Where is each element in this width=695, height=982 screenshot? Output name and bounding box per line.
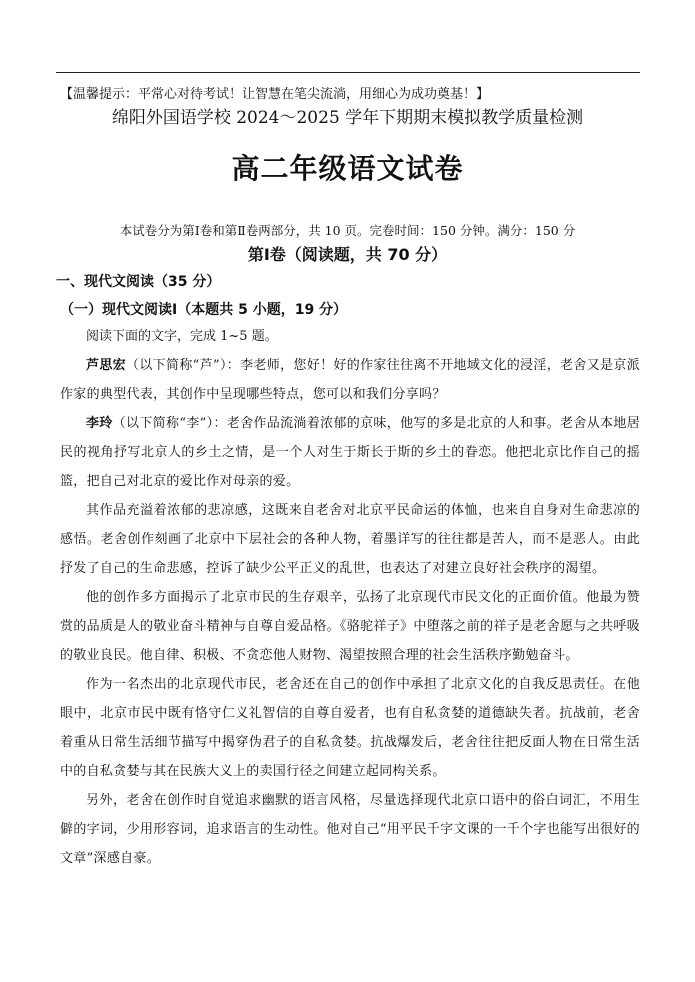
- paragraph: [60, 351, 640, 409]
- paragraph: [60, 583, 640, 670]
- speaker-name: 芦思宏: [86, 358, 126, 373]
- paragraph: [60, 409, 640, 496]
- paragraph-text: （以下简称“芦”）：李老师，您好！好的作家往往离不开地域文化的浸淫，老舍又是京派作家的典型代表，其创作中呈现哪些特点，您可以和我们分享吗？: [60, 358, 640, 402]
- paragraph-text: 作为一名杰出的北京现代市民，老舍还在自己的创作中承担了北京文化的自我反思责任。在他眼中，北京市民中既有恪守仁义礼智信的自尊自爱者，也有自私贪婪的道德缺失者。抗战前，老舍着重从日常生活细节描写中揭穿伪君子的自私贪婪。抗战爆发后，老舍往往把反面人物在日常生活中的自私贪婪与其在民族大义上的卖国行径之间建立起同构关系。: [60, 677, 640, 779]
- section-heading: 一、现代文阅读（35 分）: [56, 274, 221, 290]
- reading-instruction: 阅读下面的文字，完成 1~5 题。: [86, 329, 278, 344]
- paragraph-text: （以下简称“李”）：老舍作品流淌着浓郁的京味，他写的多是北京的人和事。老舍从本地居民的视角抒写北京人的乡土之情，是一个人对生于斯长于斯的乡土的眷恋。他把北京比作自己的摇篮，把自己对北京的爱比作对母亲的爱。: [60, 416, 640, 489]
- speaker-name: 李玲: [86, 416, 113, 431]
- paragraph: [60, 786, 640, 873]
- exam-reminder: 【温馨提示：平常心对待考试！让智慧在笔尖流淌，用细心为成功奠基！】: [60, 87, 490, 102]
- paragraph-text: 另外，老舍在创作时自觉追求幽默的语言风格，尽量选择现代北京口语中的俗白词汇，不用生僻的字词，少用形容词，追求语言的生动性。他对自己“用平民千字文课的一千个字也能写出很好的文章”深感自豪。: [60, 793, 640, 866]
- reading-passage: [60, 351, 640, 873]
- paragraph: [60, 670, 640, 786]
- school-exam-name: 绵阳外国语学校 2024～2025 学年下期期末模拟教学质量检测: [111, 108, 584, 128]
- page-title: 高二年级语文试卷: [231, 152, 464, 185]
- header-rule: [56, 72, 640, 73]
- subsection-heading: （一）现代文阅读Ⅰ（本题共 5 小题，19 分）: [60, 302, 348, 318]
- paragraph-text: 其作品充溢着浓郁的悲凉感，这既来自老舍对北京平民命运的体恤，也来自自身对生命悲凉的感悟。老舍创作刻画了北京中下层社会的各种人物，着墨详写的往往都是苦人，而不是恶人。由此抒发了自己的生命悲感，控诉了缺少公平正义的乱世，也表达了对建立良好社会秩序的渴望。: [60, 503, 640, 576]
- paragraph-text: 他的创作多方面揭示了北京市民的生存艰辛，弘扬了北京现代市民文化的正面价值。他最为赞赏的品质是人的敬业奋斗精神与自尊自爱品格。《骆驼祥子》中堕落之前的祥子是老舍愿与之共呼吸的敬业良民。他自律、积极、不贪恋他人财物、渴望按照合理的社会生活秩序勤勉奋斗。: [60, 590, 640, 663]
- part-title: 第Ⅰ卷（阅读题，共 70 分）: [247, 245, 448, 264]
- paragraph: [60, 496, 640, 583]
- exam-info: 本试卷分为第Ⅰ卷和第Ⅱ卷两部分，共 10 页。完卷时间：150 分钟。满分：150 分: [119, 223, 576, 238]
